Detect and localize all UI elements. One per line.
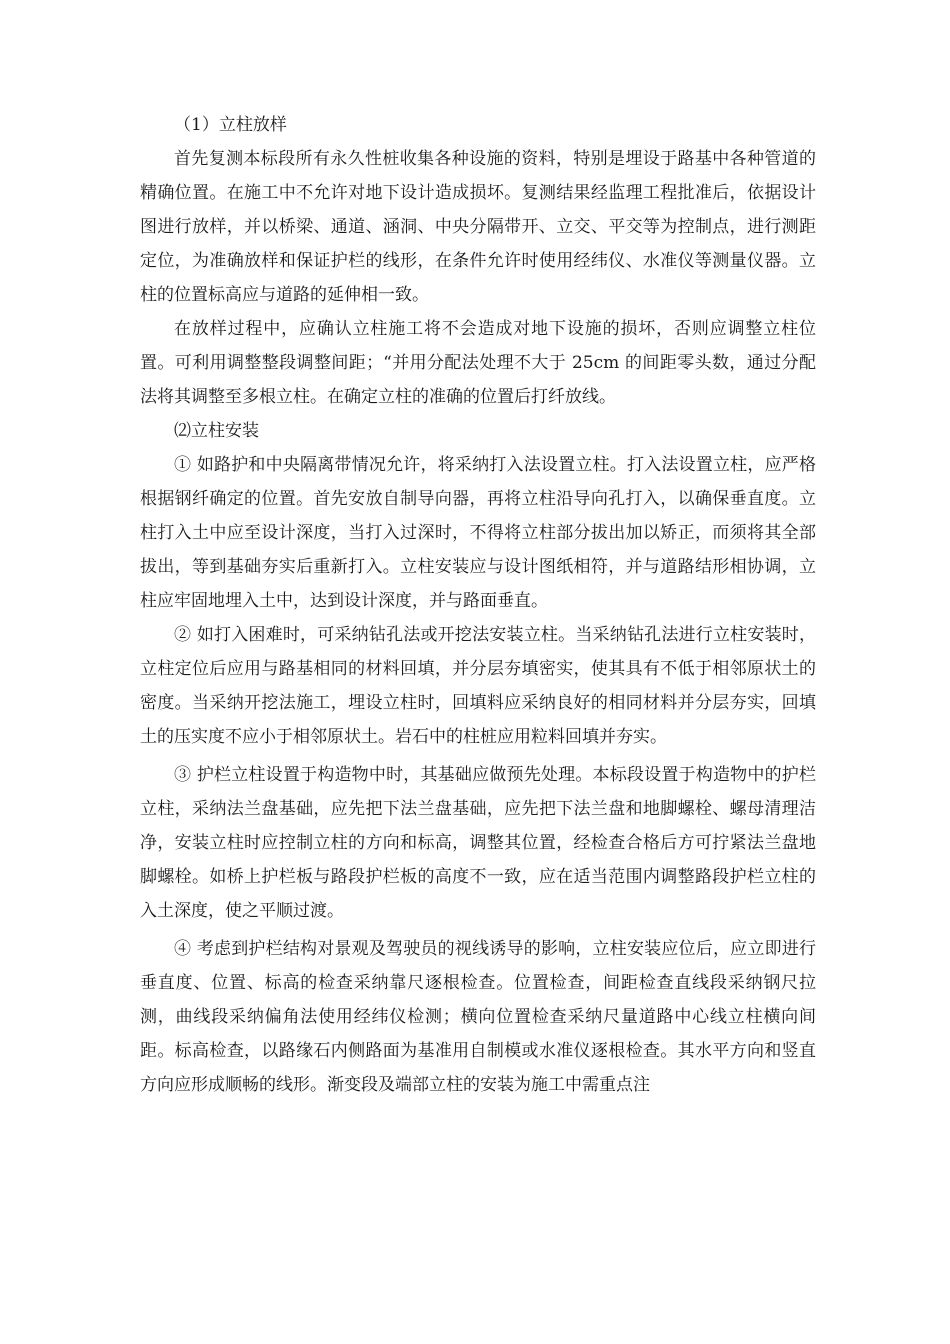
paragraph-step-4: ④ 考虑到护栏结构对景观及驾驶员的视线诱导的影响，立柱安装应位后，应立即进行垂直度、位置、标高的检查采纳靠尺逐根检查。位置检查，间距检查直线段采纳钢尺拉测，曲线段采纳偏角法使用经纬仪检测；横向位置检查采纳尺量道路中心线立柱横向间距。标高检查，以路缘石内侧路面为基准用自制模或水准仪逐根检查。其水平方向和竖直方向应形成顺畅的线形。渐变段及端部立柱的安装为施工中需重点注: [140, 939, 816, 1095]
paragraph-step-1: ① 如路护和中央隔离带情况允许，将采纳打入法设置立柱。打入法设置立柱，应严格根据钢纤确定的位置。首先安放自制导向器，再将立柱沿导向孔打入，以确保垂直度。立柱打入土中应至设计深度，当打入过深时，不得将立柱部分拔出加以矫正，而须将其全部拔出，等到基础夯实后重新打入。立柱安装应与设计图纸相符，并与道路结形相协调，立柱应牢固地埋入土中，达到设计深度，并与路面垂直。: [140, 455, 816, 611]
section-heading-column-layout: （1）立柱放样: [174, 115, 287, 135]
paragraph-step-2: ② 如打入困难时，可采纳钻孔法或开挖法安装立柱。当采纳钻孔法进行立柱安装时，立柱定位后应用与路基相同的材料回填，并分层夯填密实，使其具有不低于相邻原状土的密度。当采纳开挖法施工，埋设立柱时，回填料应采纳良好的相同材料并分层夯实，回填土的压实度不应小于相邻原状土。岩石中的柱桩应用粒料回填并夯实。: [140, 625, 816, 747]
paragraph-step-3: ③ 护栏立柱设置于构造物中时，其基础应做预先处理。本标段设置于构造物中的护栏立柱，采纳法兰盘基础，应先把下法兰盘基础，应先把下法兰盘和地脚螺栓、螺母清理洁净，安装立柱时应控制立柱的方向和标高，调整其位置，经检查合格后方可拧紧法兰盘地脚螺栓。如桥上护栏板与路段护栏板的高度不一致，应在适当范围内调整路段护栏立柱的入土深度，使之平顺过渡。: [140, 765, 816, 921]
paragraph-survey: 首先复测本标段所有永久性桩收集各种设施的资料，特别是埋设于路基中各种管道的精确位置。在施工中不允许对地下设计造成损坏。复测结果经监理工程批准后，依据设计图进行放样，并以桥梁、通道、涵洞、中央分隔带开、立交、平交等为控制点，进行测距定位，为准确放样和保证护栏的线形，在条件允许时使用经纬仪、水准仪等测量仪器。立柱的位置标高应与道路的延伸相一致。: [140, 149, 816, 305]
paragraph-layout-adjust: 在放样过程中，应确认立柱施工将不会造成对地下设施的损坏，否则应调整立柱位置。可利用调整整段调整间距；“并用分配法处理不大于 25cm 的间距零头数，通过分配法将其调整至多根立柱。在确定立柱的准确的位置后打纤放线。: [140, 319, 816, 407]
section-heading-column-install: ⑵立柱安装: [174, 421, 259, 441]
document-page: [140, 108, 816, 1102]
